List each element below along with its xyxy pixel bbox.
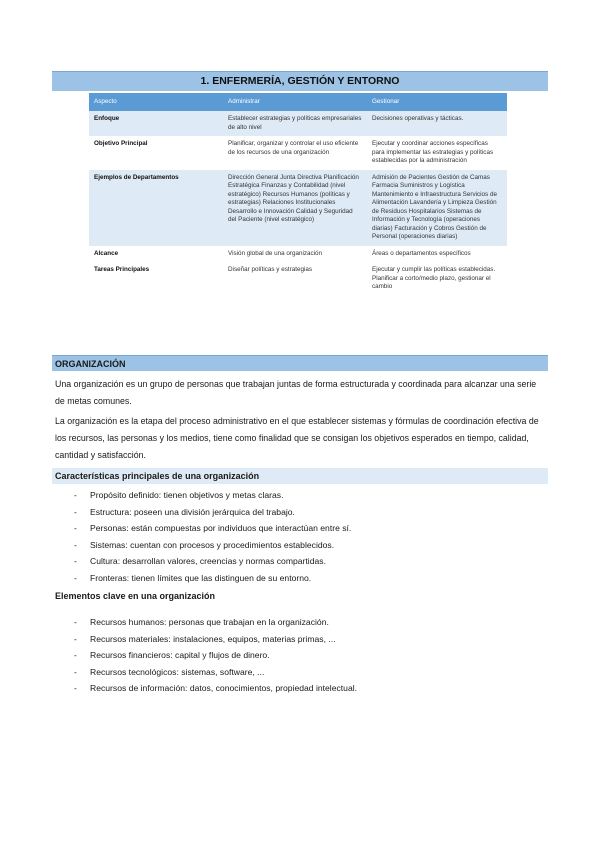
list-item: - Sistemas: cuentan con procesos y procedimientos establecidos. <box>74 537 351 554</box>
elementos-heading: Elementos clave en una organización <box>55 591 216 601</box>
column-header-aspect: Aspecto <box>89 93 223 111</box>
column-header-gestionar: Gestionar <box>367 93 507 111</box>
gestionar-cell: Ejecutar y coordinar acciones específicas para implementar las estrategias y políticas establecidas por la administración <box>367 136 507 170</box>
admin-cell: Diseñar políticas y estrategias <box>223 262 367 296</box>
admin-cell: Planificar, organizar y controlar el uso eficiente de los recursos de una organización <box>223 136 367 170</box>
list-item: - Recursos financieros: capital y flujos de dinero. <box>74 647 357 664</box>
table-row <box>89 246 507 263</box>
aspect-cell: Ejemplos de Departamentos <box>89 170 223 246</box>
gestionar-cell: Decisiones operativas y tácticas. <box>367 111 507 136</box>
organizacion-paragraph-2: La organización es la etapa del proceso administrativo en el que establecer sistemas y fórmulas de coordinación efectiva de los recursos, las personas y los medios, tiene como finalidad que se consigan los objetivos esperados en tiempo, calidad, cantidad y satisfacción. <box>55 416 539 460</box>
organizacion-heading: ORGANIZACIÓN <box>52 355 548 371</box>
gestionar-cell: Áreas o departamentos específicos <box>367 246 507 263</box>
section-title: 1. ENFERMERÍA, GESTIÓN Y ENTORNO <box>52 71 548 91</box>
list-item: - Recursos tecnológicos: sistemas, software, ... <box>74 664 357 681</box>
table-row <box>89 170 507 246</box>
list-item: - Fronteras: tienen límites que las distinguen de su entorno. <box>74 570 351 587</box>
comparison-table <box>89 93 507 296</box>
list-item: - Recursos humanos: personas que trabajan en la organización. <box>74 614 357 631</box>
admin-cell: Establecer estrategias y políticas empresariales de alto nivel <box>223 111 367 136</box>
table-row <box>89 262 507 296</box>
caracteristicas-list <box>74 487 351 586</box>
aspect-cell: Enfoque <box>89 111 223 136</box>
caracteristicas-heading: Características principales de una organización <box>52 468 548 484</box>
elementos-list <box>74 614 357 697</box>
list-item: - Propósito definido: tienen objetivos y metas claras. <box>74 487 351 504</box>
list-item: - Recursos de información: datos, conocimientos, propiedad intelectual. <box>74 680 357 697</box>
list-item: - Estructura: poseen una división jerárquica del trabajo. <box>74 504 351 521</box>
aspect-cell: Tareas Principales <box>89 262 223 296</box>
table-row <box>89 111 507 136</box>
aspect-cell: Objetivo Principal <box>89 136 223 170</box>
admin-cell: Visión global de una organización <box>223 246 367 263</box>
gestionar-cell: Admisión de Pacientes Gestión de Camas Farmacia Suministros y Logística Mantenimiento e Infraestructura Servicios de Alimentación Lavandería y Limpieza Gestión de Residuos Hospitalarios Sistemas de Información y Tecnología (operaciones diarias) Facturación y Cobros Gestión de Personal (operaciones diarias) <box>367 170 507 246</box>
admin-cell: Dirección General Junta Directiva Planificación Estratégica Finanzas y Contabilidad (nivel estratégico) Recursos Humanos (políticas y estrategias) Relaciones Institucionales Desarrollo e Innovación Calidad y Seguridad del Paciente (nivel estratégico) <box>223 170 367 246</box>
column-header-admin: Administrar <box>223 93 367 111</box>
table-header-row <box>89 93 507 111</box>
list-item: - Recursos materiales: instalaciones, equipos, materias primas, ... <box>74 631 357 648</box>
gestionar-cell: Ejecutar y cumplir las políticas establecidas. Planificar a corto/medio plazo, gestionar el cambio <box>367 262 507 296</box>
list-item: - Cultura: desarrollan valores, creencias y normas compartidas. <box>74 553 351 570</box>
organizacion-paragraph-1: Una organización es un grupo de personas que trabajan juntas de forma estructurada y coordinada para alcanzar una serie de metas comunes. <box>55 379 537 406</box>
aspect-cell: Alcance <box>89 246 223 263</box>
table-row <box>89 136 507 170</box>
list-item: - Personas: están compuestas por individuos que interactúan entre sí. <box>74 520 351 537</box>
